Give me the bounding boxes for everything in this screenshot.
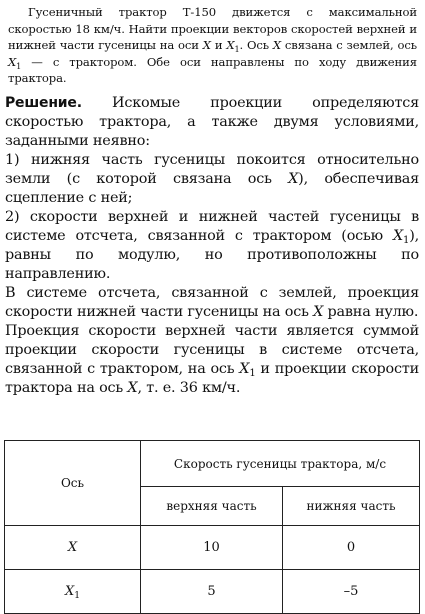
header-upper-part: верхняя часть [141,487,283,526]
row-axis [5,526,141,570]
cell-upper: 5 [141,570,283,614]
cell-upper: 10 [141,526,283,570]
table-row [5,526,420,570]
problem-text: Гусеничный трактор Т-150 движется с максимальной скоростью 18 км/ч. Найти проекции векторов скоростей верхней и нижней части гусеницы на оси [8,5,417,52]
solution-text: , т. е. 36 км/ч. [137,380,241,396]
header-axis: Ось [5,441,141,526]
problem-text: . Ось [239,38,273,52]
axis-x1-subscript: 1 [234,44,240,54]
velocity-table [4,440,420,614]
axis-x1-symbol: X [8,54,17,69]
axis-x-symbol: X [272,38,282,52]
table-header-row [5,441,420,487]
problem-text: и [210,38,227,52]
solution-text: 1) нижняя часть гусеницы покоится относительно земли (с которой связана ось [5,152,419,187]
solution-text: и проекции скорости трактора на ось [5,361,419,396]
axis-x1-symbol: X [64,584,75,599]
axis-x1-symbol: X [226,38,235,52]
solution-heading: Решение. [5,95,82,111]
row-axis [5,570,141,614]
condition-1 [5,151,419,208]
solution-text: Проекция скорости верхней части является суммой проекции скорости гусеницы в системе отсчета, связанной с трактором, на ось [5,323,419,377]
solution-text: В системе отсчета, связанной с землей, проекция скорости нижней части гусеницы на ось [5,285,419,320]
solution-text: ), равны по модулю, но противоположны по направлению. [5,228,419,282]
axis-x-symbol: X [202,38,211,52]
axis-x-symbol: X [313,304,324,320]
axis-x-symbol: X [127,380,138,396]
axis-x1-subscript: 1 [402,235,410,246]
axis-x1-subscript: 1 [74,591,81,601]
problem-text: связана с землей, ось [281,38,417,52]
solution-block [5,94,419,398]
solution-text: Искомые проекции определяются скоростью трактора, а также двумя условиями, заданными неявно: [5,95,419,149]
header-speed: Скорость гусеницы трактора, м/с [141,441,420,487]
condition-2 [5,208,419,284]
problem-statement [8,4,417,87]
axis-x1-subscript: 1 [16,60,22,71]
paragraph-ground-frame [5,284,419,322]
header-lower-part: нижняя часть [283,487,420,526]
axis-x1-symbol: X [239,361,250,377]
problem-text: — с трактором. Обе оси направлены по ходу движения трактора. [8,54,417,85]
solution-text: 2) скорости верхней и нижней частей гусеницы в системе отсчета, связанной с трактором (осью [5,209,419,244]
solution-intro [5,94,419,151]
solution-text: ), обеспечивая сцепление с ней; [5,171,419,206]
cell-lower: –5 [283,570,420,614]
solution-text: равна нулю. [323,304,419,320]
axis-x1-symbol: X [392,228,403,244]
table-row [5,570,420,614]
axis-x-symbol: X [67,540,78,555]
paragraph-upper-part [5,322,419,398]
cell-lower: 0 [283,526,420,570]
axis-x1-subscript: 1 [249,368,256,379]
axis-x-symbol: X [288,171,299,187]
